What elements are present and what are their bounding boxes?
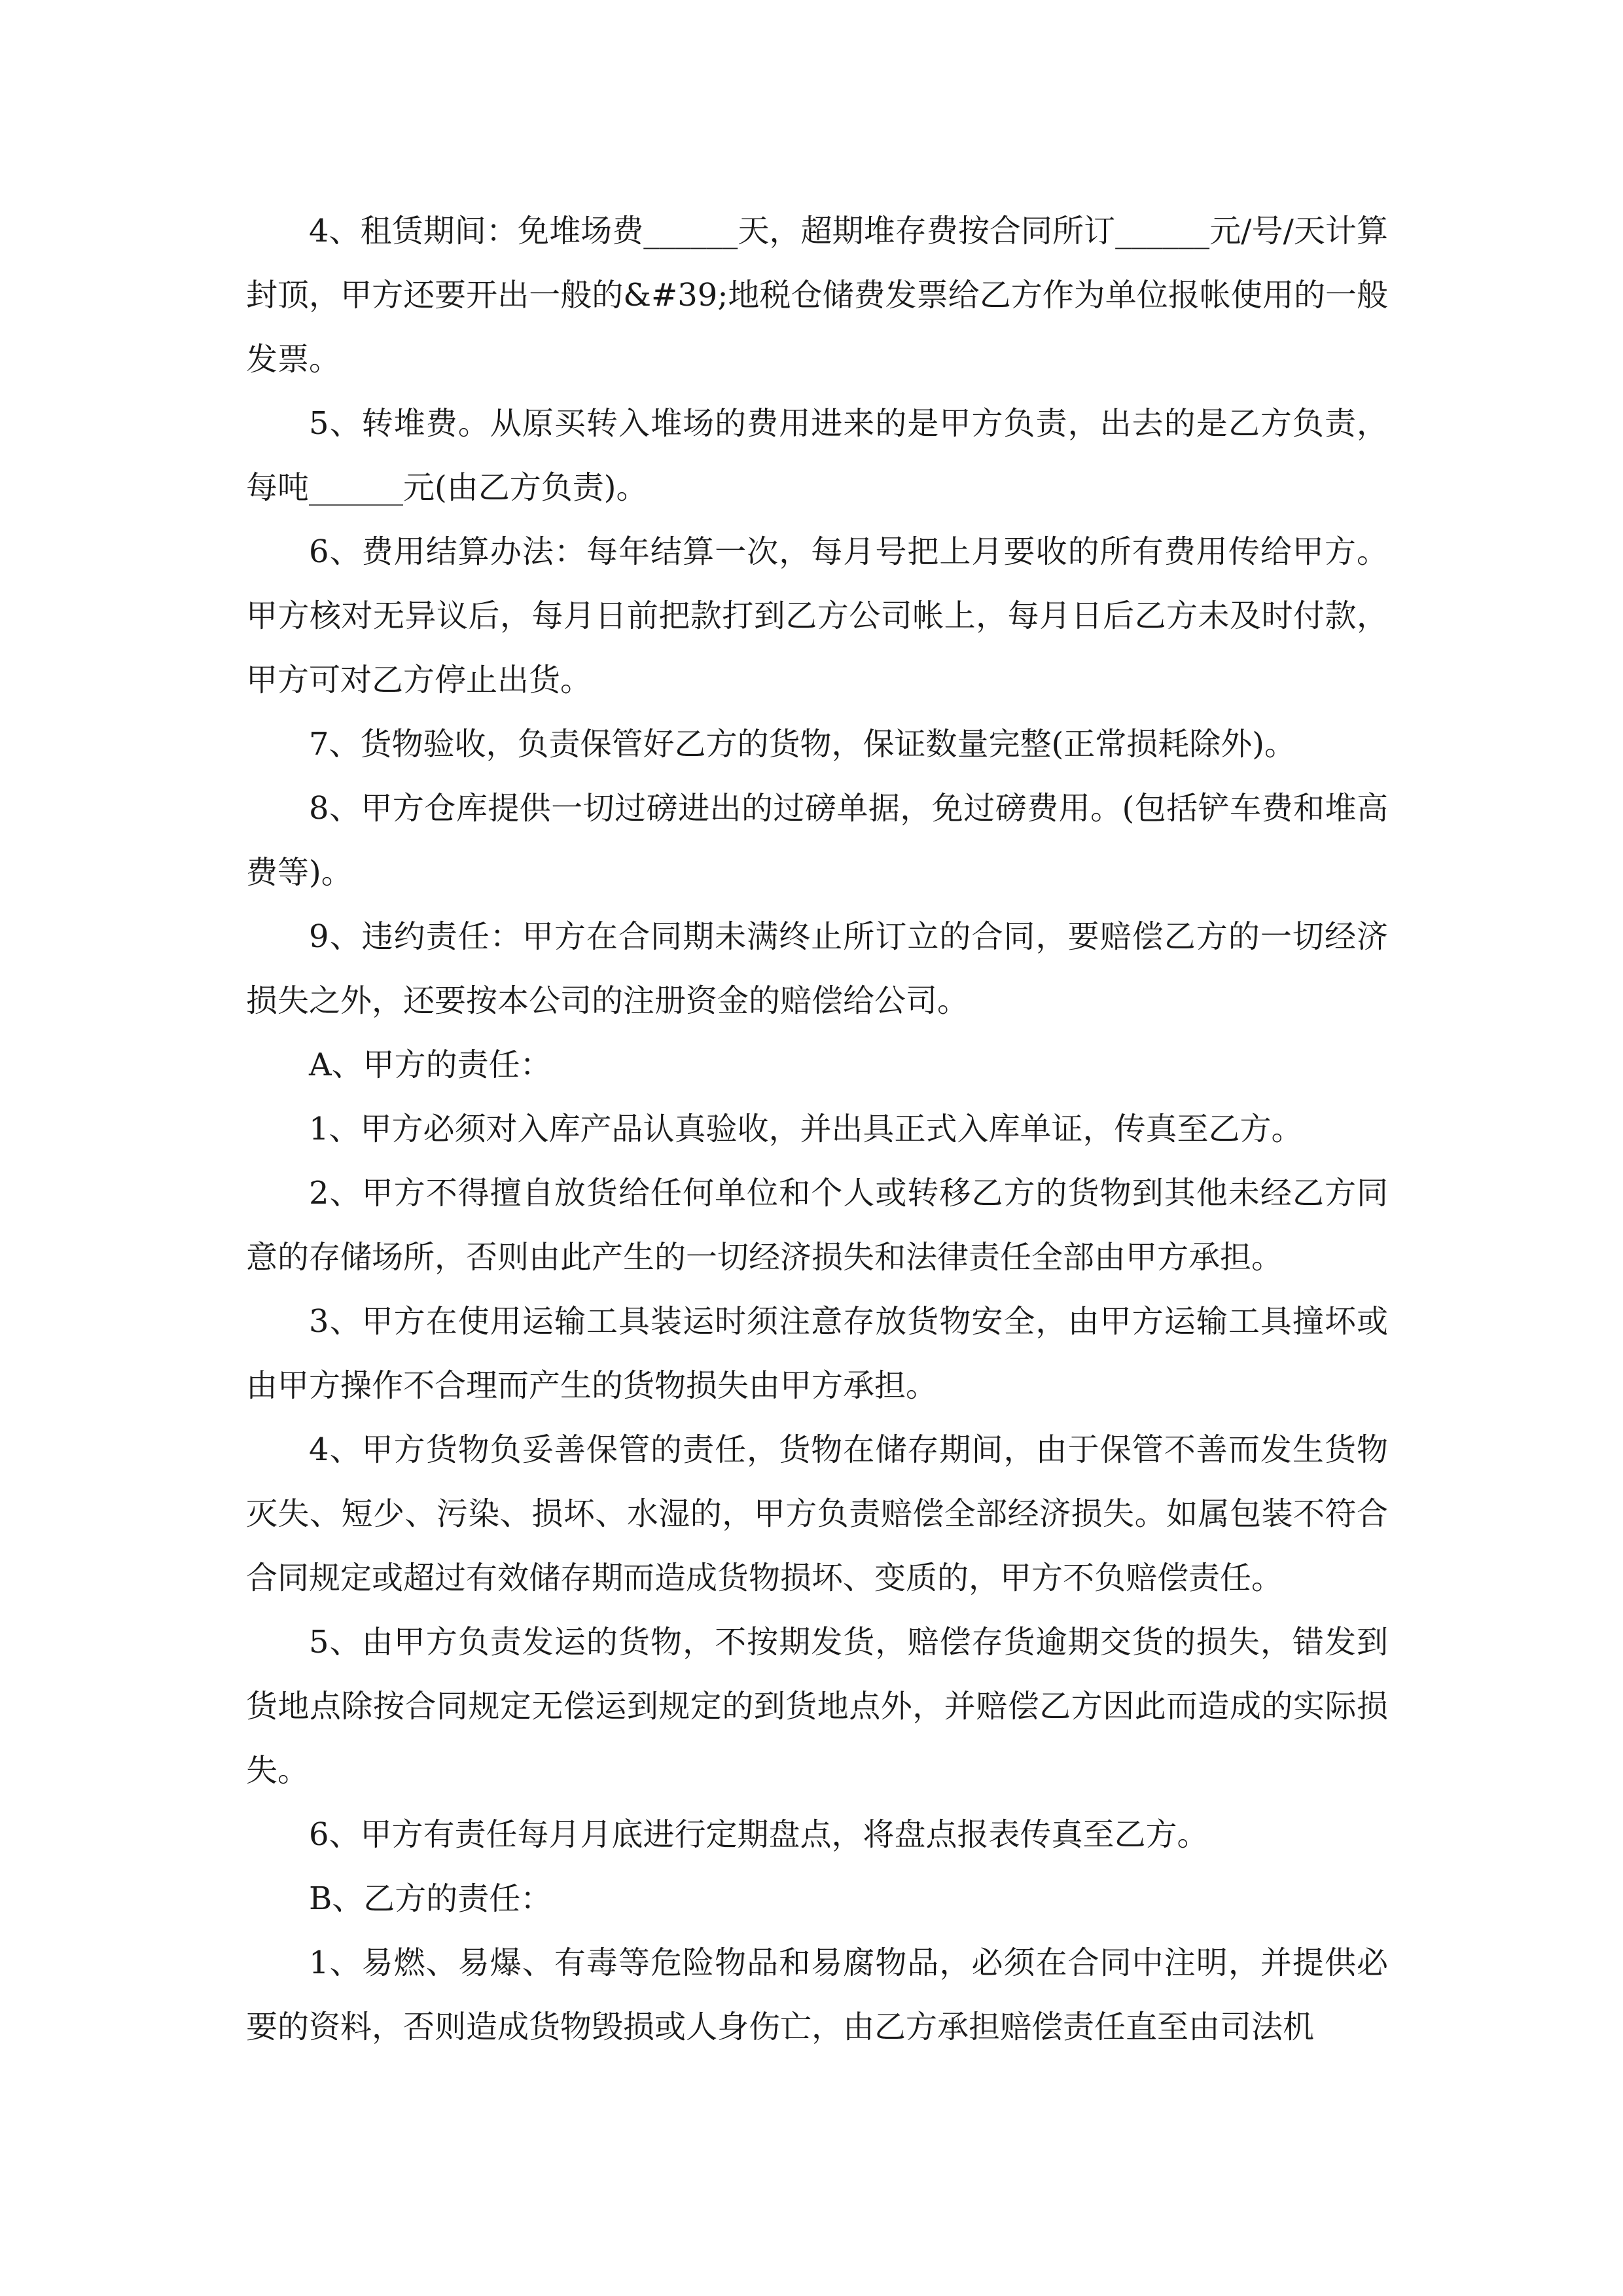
clause-paragraph: 4、甲方货物负妥善保管的责任，货物在储存期间，由于保管不善而发生货物灭失、短少、污染、损坏、水湿的，甲方负责赔偿全部经济损失。如属包装不符合合同规定或超过有效储存期而造成货物损坏、变质的，甲方不负赔偿责任。 [246, 1431, 1388, 1596]
clause-paragraph: 6、甲方有责任每月月底进行定期盘点，将盘点报表传真至乙方。 [309, 1816, 1209, 1853]
clause-paragraph: 1、易燃、易爆、有毒等危险物品和易腐物品，必须在合同中注明，并提供必要的资料，否则造成货物毁损或人身伤亡，由乙方承担赔偿责任直至由司法机 [246, 1945, 1388, 2045]
clause-paragraph: 1、甲方必须对入库产品认真验收，并出具正式入库单证，传真至乙方。 [309, 1111, 1303, 1147]
clause-paragraph: 4、租赁期间：免堆场费______天，超期堆存费按合同所订______元/号/天计算封顶，甲方还要开出一般的&#39;地税仓储费发票给乙方作为单位报帐使用的一般发票。 [246, 213, 1388, 378]
clause-paragraph: 5、转堆费。从原买转入堆场的费用进来的是甲方负责，出去的是乙方负责，每吨______元(由乙方负责)。 [246, 405, 1388, 506]
clause-paragraph: 3、甲方在使用运输工具装运时须注意存放货物安全，由甲方运输工具撞坏或由甲方操作不合理而产生的货物损失由甲方承担。 [246, 1303, 1388, 1404]
clause-paragraph: 8、甲方仓库提供一切过磅进出的过磅单据，免过磅费用。(包括铲车费和堆高费等)。 [246, 790, 1388, 891]
document-body [246, 199, 1388, 2059]
clause-paragraph: 5、由甲方负责发运的货物，不按期发货，赔偿存货逾期交货的损失，错发到货地点除按合同规定无偿运到规定的到货地点外，并赔偿乙方因此而造成的实际损失。 [246, 1624, 1388, 1789]
clause-paragraph: 9、违约责任：甲方在合同期未满终止所订立的合同，要赔偿乙方的一切经济损失之外，还要按本公司的注册资金的赔偿给公司。 [246, 918, 1388, 1019]
section-heading-a: A、甲方的责任： [309, 1047, 552, 1083]
clause-paragraph: 6、费用结算办法：每年结算一次，每月号把上月要收的所有费用传给甲方。甲方核对无异议后，每月日前把款打到乙方公司帐上，每月日后乙方未及时付款，甲方可对乙方停止出货。 [246, 533, 1388, 698]
clause-paragraph: 2、甲方不得擅自放货给任何单位和个人或转移乙方的货物到其他未经乙方同意的存储场所，否则由此产生的一切经济损失和法律责任全部由甲方承担。 [246, 1175, 1388, 1276]
clause-paragraph: 7、货物验收，负责保管好乙方的货物，保证数量完整(正常损耗除外)。 [309, 726, 1296, 762]
section-heading-b: B、乙方的责任： [309, 1880, 552, 1917]
